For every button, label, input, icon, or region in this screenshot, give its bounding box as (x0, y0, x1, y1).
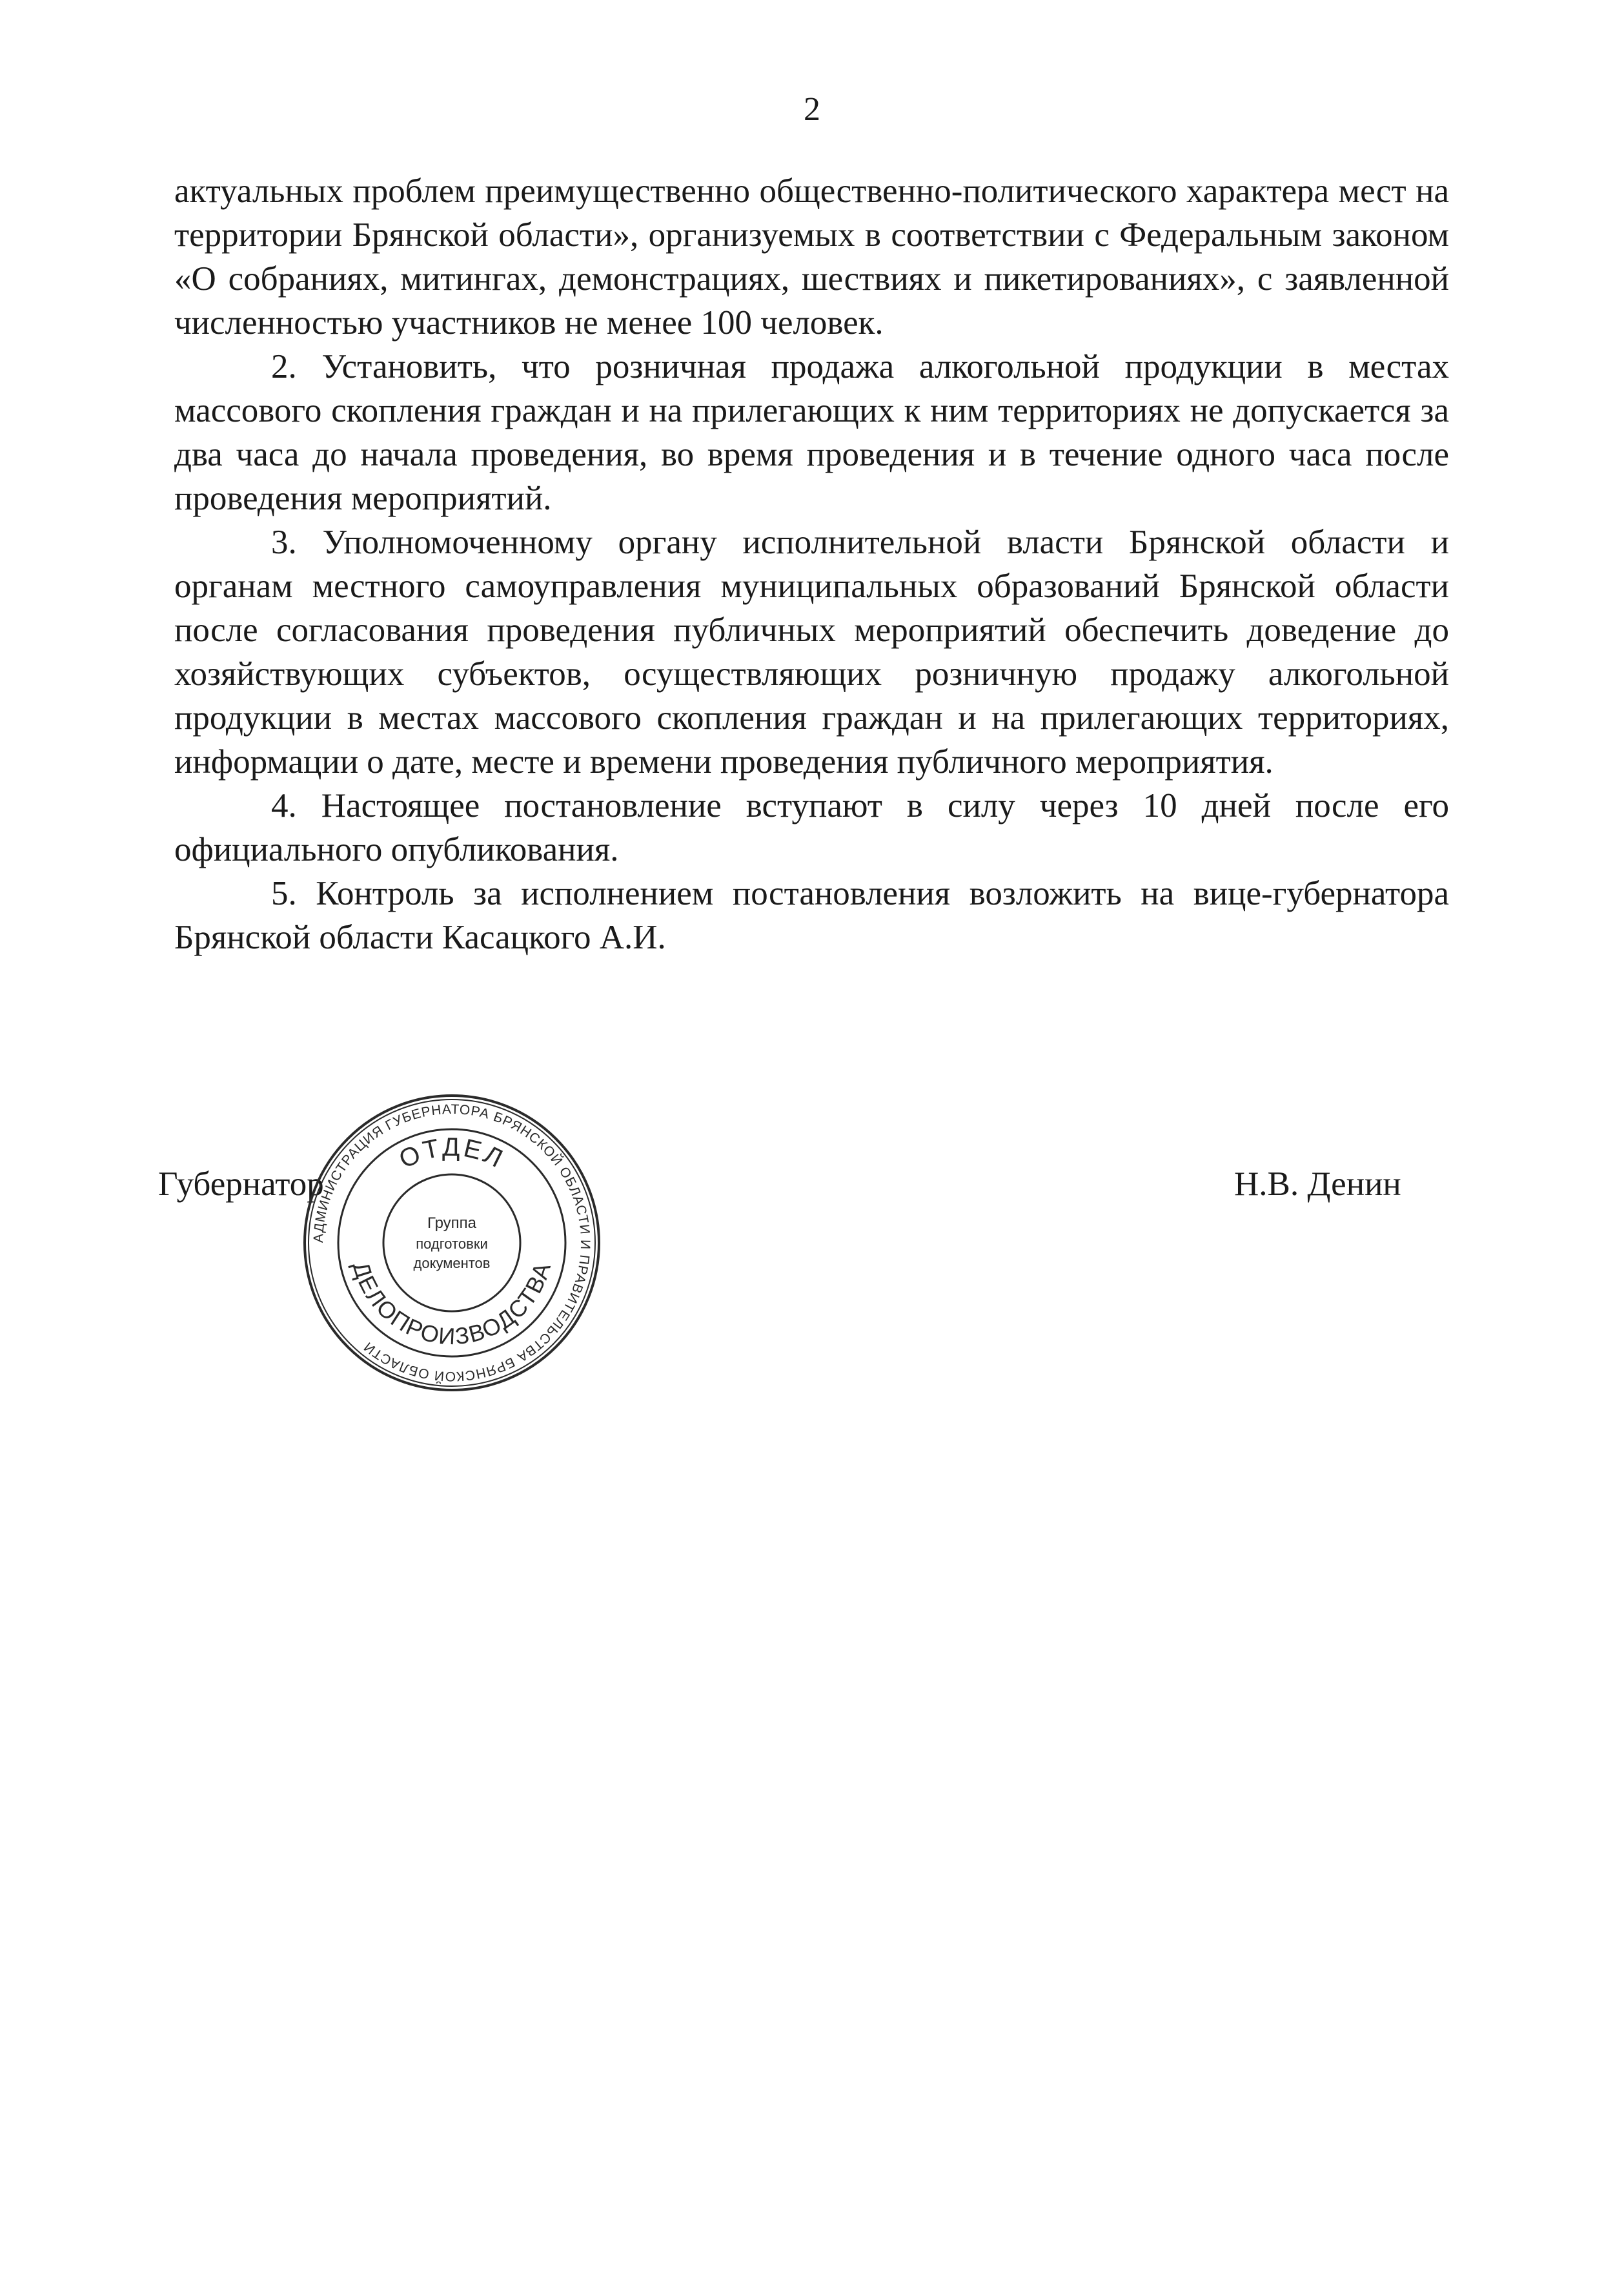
official-stamp (300, 1091, 604, 1395)
stamp-outer-ring-text: АДМИНИСТРАЦИЯ ГУБЕРНАТОРА БРЯНСКОЙ ОБЛАСТИ И ПРАВИТЕЛЬСТВА БРЯНСКОЙ ОБЛАСТИ (310, 1101, 593, 1384)
stamp-center-line-1: Группа (427, 1214, 477, 1232)
stamp-center-line-2: подготовки (416, 1236, 488, 1252)
signatory-name: Н.В. Денин (1234, 1165, 1401, 1203)
paragraph-continuation: актуальных проблем преимущественно общественно-политического характера мест на территории Брянской области», организуемых в соответствии с Федеральным законом «О собраниях, митингах, демонстрациях, шествиях и пикетированиях», с заявленной численностью участников не менее 100 человек. (174, 172, 1449, 342)
document-body (174, 169, 1449, 959)
paragraph-item-4: 4. Настоящее постановление вступают в силу через 10 дней после его официального опубликования. (174, 787, 1449, 868)
paragraph-item-5: 5. Контроль за исполнением постановления возложить на вице-губернатора Брянской области Касацкого А.И. (174, 875, 1449, 956)
stamp-center-line-3: документов (413, 1255, 491, 1271)
paragraph-item-2: 2. Установить, что розничная продажа алкогольной продукции в местах массового скопления граждан и на прилегающих к ним территориях не допускается за два часа до начала проведения, во время проведения и в течение одного часа после проведения мероприятий. (174, 348, 1449, 517)
signatory-title: Губернатор (158, 1165, 324, 1203)
stamp-top-text: ОТДЕЛ (394, 1132, 509, 1174)
page-number: 2 (804, 91, 820, 128)
stamp-bottom-text: ДЕЛОПРОИЗВОДСТВА (347, 1258, 556, 1350)
stamp-graphic (300, 1091, 604, 1395)
paragraph-item-3: 3. Уполномоченному органу исполнительной власти Брянской области и органам местного самоуправления муниципальных образований Брянской области после согласования проведения публичных мероприятий обеспечить доведение до хозяйствующих субъектов, осуществляющих розничную продажу алкогольной продукции в местах массового скопления граждан и на прилегающих территориях, информации о дате, месте и времени проведения публичного мероприятия. (174, 524, 1449, 781)
signature-block (0, 1162, 1624, 1214)
